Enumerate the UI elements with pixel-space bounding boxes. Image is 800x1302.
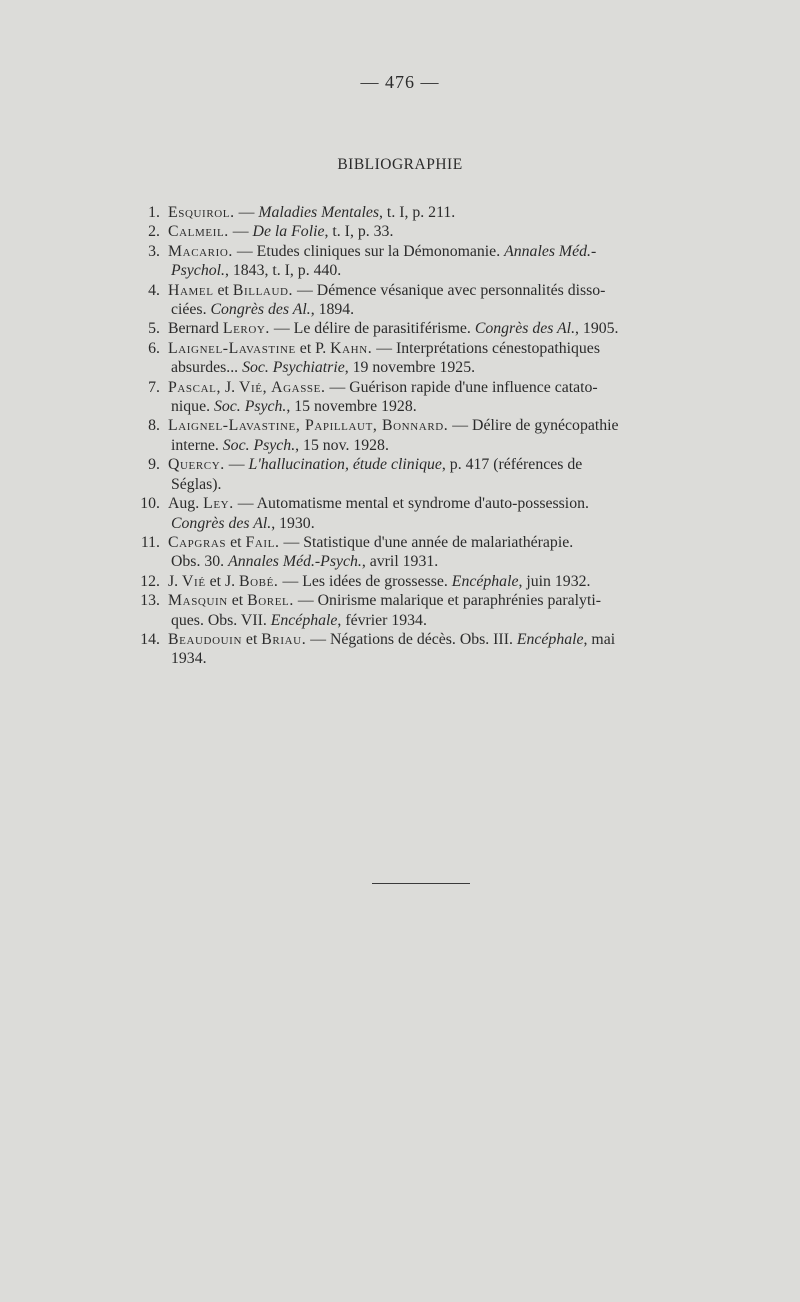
entry-number: 1. xyxy=(148,204,160,221)
entry-text: — Négations de décès. Obs. III. xyxy=(306,630,517,648)
bibliography-entry xyxy=(134,242,754,281)
author-name: Hamel xyxy=(168,281,214,299)
entry-text: absurdes... xyxy=(171,359,243,377)
author-name: Vié xyxy=(182,572,206,590)
author-name: Macario. xyxy=(168,242,233,260)
entry-number: 5. xyxy=(148,320,160,338)
author-name: Billaud. xyxy=(232,281,294,299)
entry-text: nique. xyxy=(171,398,214,416)
entry-text: et J. xyxy=(205,572,239,590)
italic-title: Encéphale xyxy=(270,611,338,629)
entry-text: — xyxy=(224,456,249,474)
entry-continuation xyxy=(134,611,754,630)
entry-text: — Démence vésanique avec personnalités disso- xyxy=(293,281,606,299)
entry-text: Séglas). xyxy=(171,475,222,493)
entry-continuation xyxy=(134,300,754,319)
entry-line xyxy=(168,203,754,222)
entry-continuation xyxy=(134,358,754,377)
entry-text: , 1905. xyxy=(575,320,619,338)
author-name: Masquin xyxy=(168,592,228,610)
author-name: Borel. xyxy=(247,592,294,610)
entry-continuation xyxy=(134,436,754,455)
author-name: Esquirol. xyxy=(168,204,235,221)
entry-text: — Interprétations cénestopathiques xyxy=(372,339,600,357)
entry-text: — Délire de gynécopathie xyxy=(448,417,619,435)
entry-text: ques. Obs. VII. xyxy=(171,611,271,629)
entry-text: , 15 novembre 1928. xyxy=(286,398,417,416)
entry-text: — Le délire de parasitiférisme. xyxy=(269,320,475,338)
entry-number: 11. xyxy=(140,533,160,551)
entry-line xyxy=(168,455,754,474)
italic-title: Annales Méd.-Psych. xyxy=(228,553,362,571)
entry-line xyxy=(168,572,754,591)
entry-text: — Statistique d'une année de malariathérapie. xyxy=(279,533,574,551)
author-name: Vié, xyxy=(239,378,268,396)
entry-line xyxy=(168,339,754,358)
entry-number: 3. xyxy=(148,242,160,260)
italic-title: Soc. Psychiatrie xyxy=(242,359,345,377)
entry-text: — Automatisme mental et syndrome d'auto-possession. xyxy=(233,495,589,513)
entry-number: 7. xyxy=(148,378,160,396)
author-name: Laignel-Lavastine, Papillaut, Bonnard. xyxy=(168,417,449,435)
entry-text: , 1930. xyxy=(271,514,315,532)
entry-line xyxy=(168,494,754,513)
entry-number: 6. xyxy=(148,339,160,357)
section-heading: BIBLIOGRAPHIE xyxy=(337,156,463,173)
entry-number: 10. xyxy=(140,495,160,513)
entry-number: 14. xyxy=(140,630,160,648)
italic-title: Soc. Psych. xyxy=(214,398,287,416)
italic-title: Congrès des Al. xyxy=(210,301,311,319)
entry-text: ciées. xyxy=(171,301,211,319)
page-number: — 476 — xyxy=(360,72,440,92)
italic-title: Soc. Psych. xyxy=(222,436,296,454)
author-name: Capgras xyxy=(168,533,227,551)
entry-text: Bernard xyxy=(168,320,223,338)
author-name: Agasse. xyxy=(271,378,326,396)
entry-number: 12. xyxy=(140,572,160,590)
entry-text: et xyxy=(226,533,246,551)
entry-line xyxy=(168,281,754,300)
entry-text: , juin 1932. xyxy=(518,572,591,590)
entry-number: 8. xyxy=(148,417,160,435)
entry-text: , 1843, t. I, p. 440. xyxy=(224,262,342,280)
entry-text: , mai xyxy=(583,630,616,648)
italic-title: De la Folie xyxy=(252,223,325,241)
italic-title: Encéphale xyxy=(451,572,519,590)
entry-text: , p. 417 (références de xyxy=(441,456,583,474)
entry-text: et xyxy=(241,630,262,648)
bibliography-entry xyxy=(134,203,754,222)
entry-line xyxy=(168,591,754,610)
entry-text: , 19 novembre 1925. xyxy=(344,359,476,377)
author-name: Ley. xyxy=(203,495,234,513)
entry-line xyxy=(168,416,754,435)
entry-text: — Etudes cliniques sur la Démonomanie. xyxy=(232,242,505,260)
entry-text: , avril 1931. xyxy=(361,553,439,571)
bibliography-entry xyxy=(134,339,754,378)
author-name: Fail. xyxy=(245,533,280,551)
entry-text: Aug. xyxy=(168,495,204,513)
italic-title: Congrès des Al. xyxy=(171,514,272,532)
entry-number: 2. xyxy=(148,223,160,241)
author-name: Laignel-Lavastine xyxy=(168,339,296,357)
entry-text: — Guérison rapide d'une influence catato- xyxy=(325,378,598,396)
author-name: Calmeil. xyxy=(168,223,229,241)
entry-line xyxy=(168,533,754,552)
italic-title: Congrès des Al. xyxy=(474,320,576,338)
italic-title: Encéphale xyxy=(516,630,584,648)
italic-title: L'hallucination, étude clinique xyxy=(248,456,442,474)
bibliography-entry xyxy=(134,494,754,533)
bibliography-list xyxy=(134,203,754,669)
bibliography-entry xyxy=(134,319,754,338)
italic-title: Annales Méd.- xyxy=(504,242,597,260)
entry-text: Obs. 30. xyxy=(171,553,229,571)
author-name: Kahn. xyxy=(330,339,373,357)
entry-text: et xyxy=(227,592,248,610)
entry-line xyxy=(168,378,754,397)
entry-number: 13. xyxy=(140,592,160,610)
entry-continuation xyxy=(134,261,754,280)
entry-text: et P. xyxy=(295,339,331,357)
bibliography-entry xyxy=(134,281,754,320)
bibliography-entry xyxy=(134,378,754,417)
bibliography-entry xyxy=(134,416,754,455)
author-name: Quercy. xyxy=(168,456,225,474)
entry-text: , 15 nov. 1928. xyxy=(295,436,389,454)
bibliography-entry xyxy=(134,455,754,494)
entry-text: et xyxy=(213,281,233,299)
entry-continuation xyxy=(134,552,754,571)
entry-line xyxy=(168,222,754,241)
entry-text: , t. I, p. 211. xyxy=(379,204,456,221)
entry-number: 4. xyxy=(148,281,160,299)
entry-text: J. xyxy=(221,378,239,396)
entry-text: interne. xyxy=(171,436,223,454)
end-rule xyxy=(372,883,470,884)
entry-text: , février 1934. xyxy=(337,611,427,629)
author-name: Briau. xyxy=(261,630,307,648)
author-name: Pascal, xyxy=(168,378,221,396)
entry-text: , 1894. xyxy=(310,301,355,319)
italic-title: Psychol. xyxy=(171,262,225,280)
bibliography-entry xyxy=(134,533,754,572)
entry-text: — xyxy=(234,204,259,221)
entry-continuation xyxy=(134,475,754,494)
bibliography-entry xyxy=(134,572,754,591)
author-name: Bobé. xyxy=(239,572,279,590)
author-name: Beaudouin xyxy=(168,630,242,648)
entry-text: — xyxy=(228,223,253,241)
italic-title: Maladies Mentales xyxy=(258,204,380,221)
entry-text: , t. I, p. 33. xyxy=(324,223,394,241)
entry-continuation xyxy=(134,514,754,533)
entry-line xyxy=(168,242,754,261)
entry-text: — Les idées de grossesse. xyxy=(278,572,452,590)
entry-text: 1934. xyxy=(171,650,207,668)
entry-continuation xyxy=(134,397,754,416)
entry-line xyxy=(168,630,754,649)
entry-text: J. xyxy=(168,572,183,590)
bibliography-entry xyxy=(134,591,754,630)
entry-continuation xyxy=(134,649,754,668)
bibliography-entry xyxy=(134,630,754,669)
entry-line xyxy=(168,319,754,338)
entry-number: 9. xyxy=(148,456,160,474)
entry-text: — Onirisme malarique et paraphrénies paralyti- xyxy=(293,592,601,610)
bibliography-entry xyxy=(134,222,754,241)
author-name: Leroy. xyxy=(222,320,270,338)
